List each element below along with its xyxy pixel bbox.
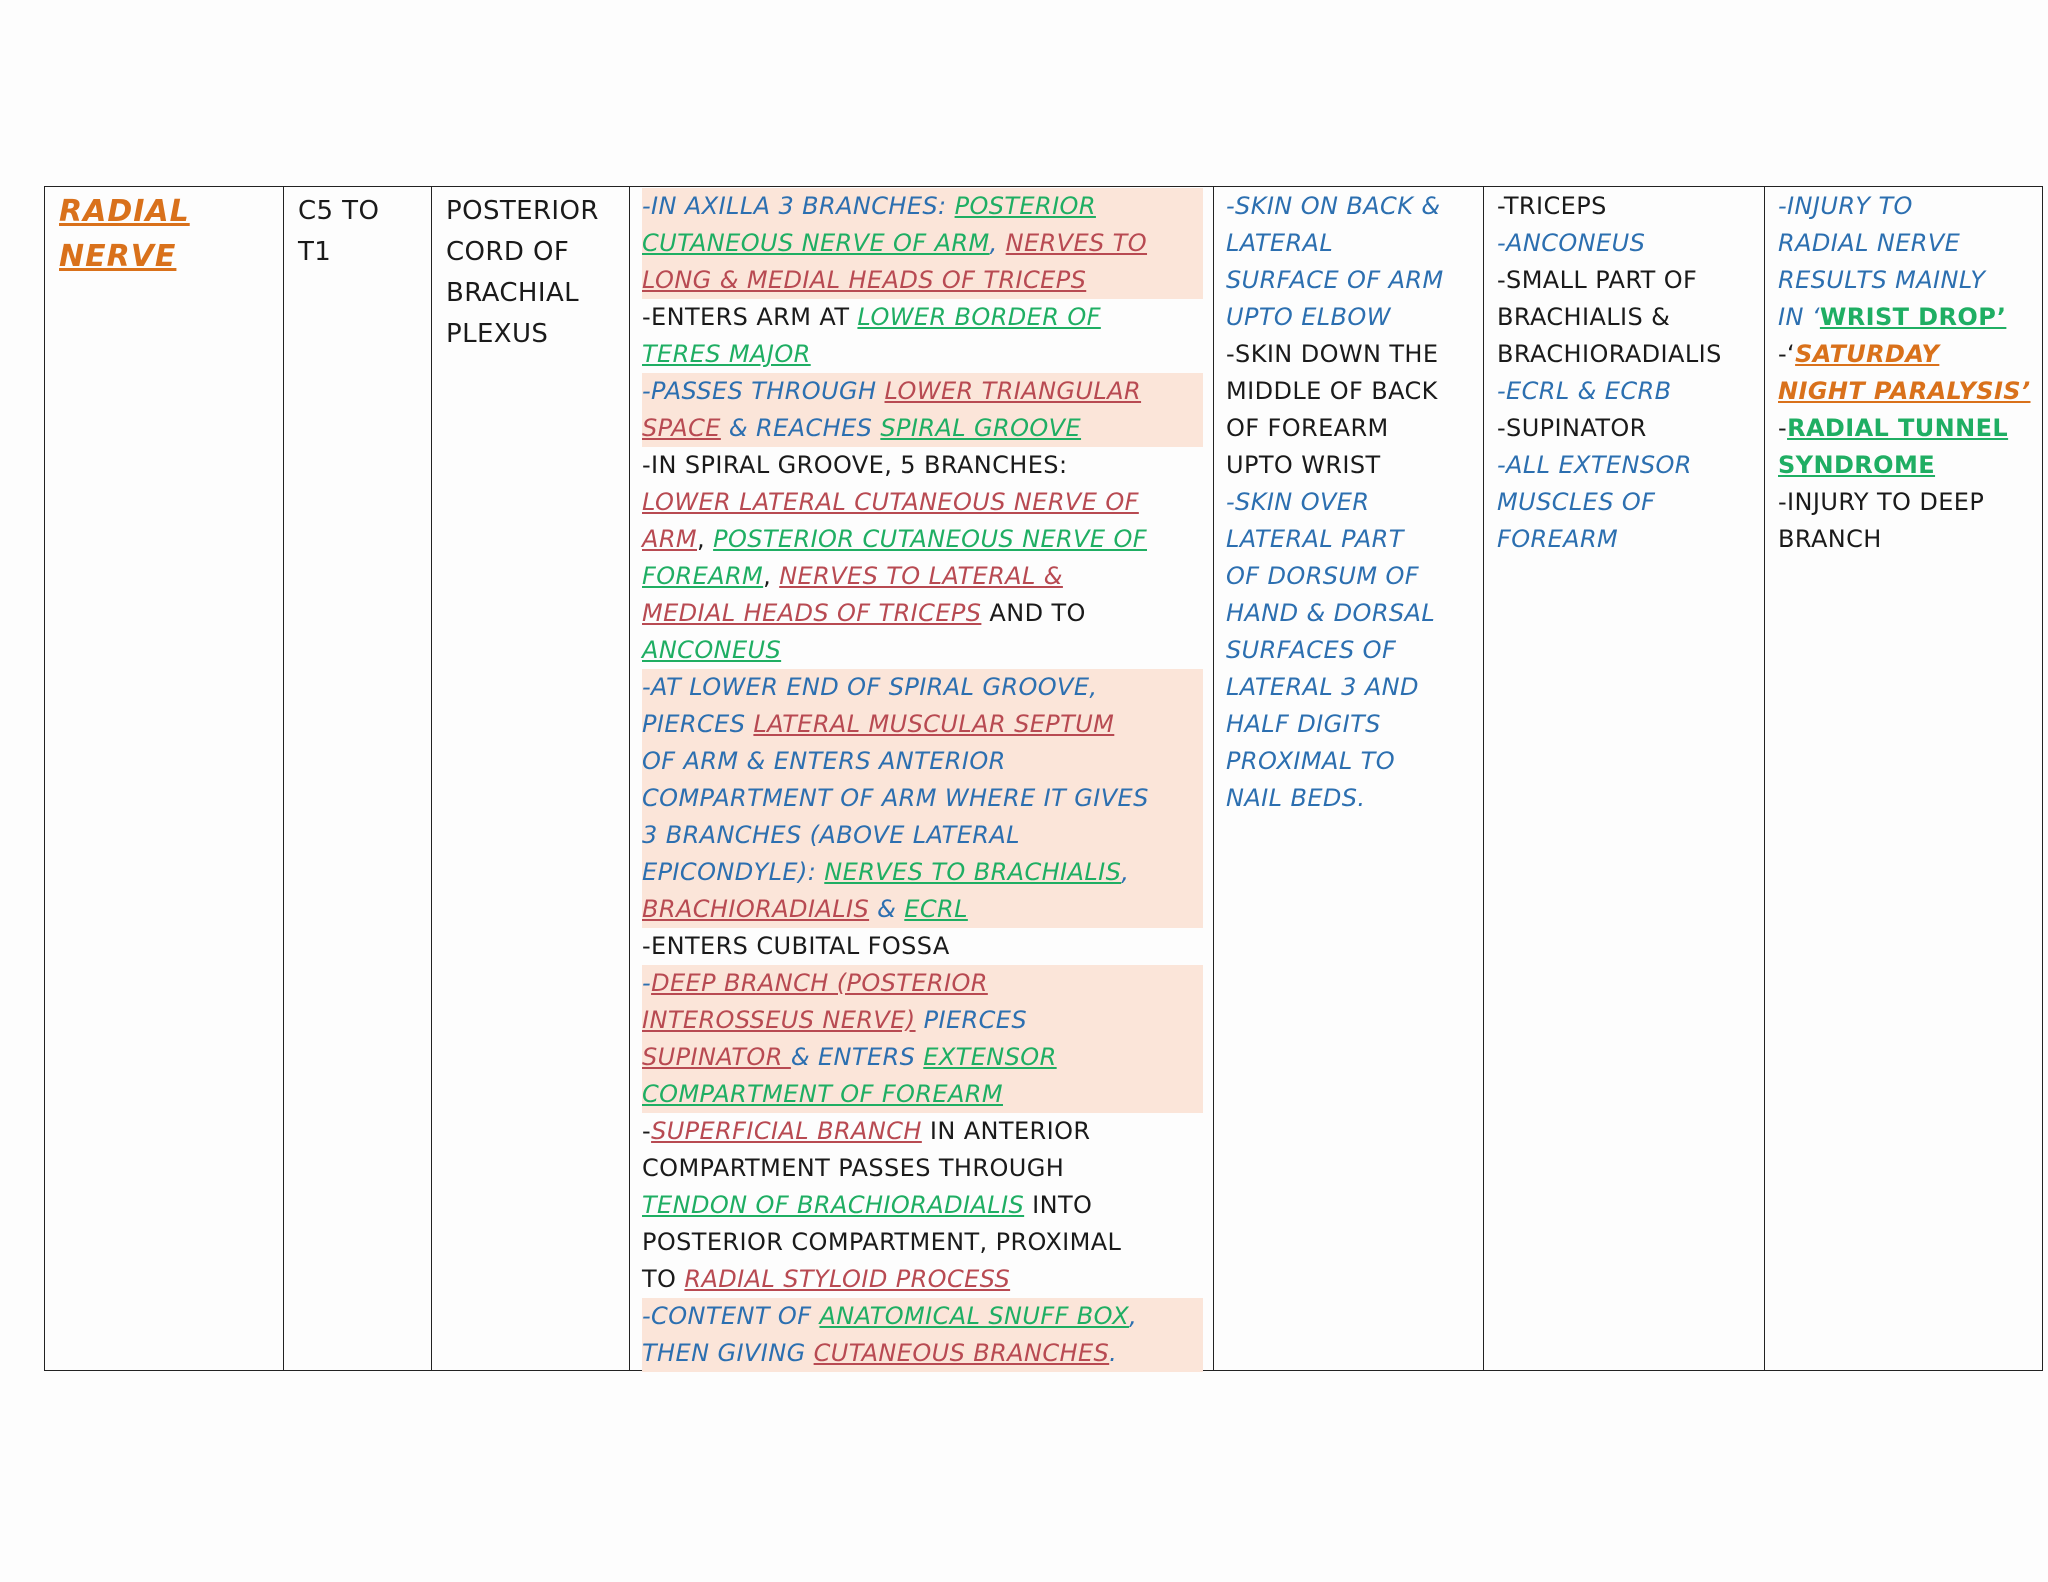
course-segment bbox=[642, 299, 1203, 373]
text-run: -SUPINATOR bbox=[1497, 414, 1647, 442]
course-segment bbox=[642, 188, 1203, 299]
text-run: -ANCONEUS bbox=[1497, 229, 1646, 257]
text-line bbox=[1226, 447, 1479, 484]
text-line bbox=[1778, 262, 2040, 299]
text-run: -‘ bbox=[1778, 340, 1796, 368]
col-course bbox=[630, 187, 1214, 1370]
text-line bbox=[642, 262, 1203, 299]
text-run: POSTERIOR bbox=[954, 192, 1096, 220]
text-line bbox=[1226, 780, 1479, 817]
text-run: SURFACE OF ARM bbox=[1226, 266, 1444, 294]
text-run: CUTANEOUS BRANCHES bbox=[813, 1339, 1110, 1367]
text-run: & bbox=[869, 895, 905, 923]
origin-line: PLEXUS bbox=[446, 319, 549, 349]
text-run: , bbox=[763, 562, 780, 590]
text-line bbox=[642, 780, 1203, 817]
col-skin-supply bbox=[1214, 187, 1484, 1370]
text-run: -INJURY TO DEEP bbox=[1778, 488, 1985, 516]
text-run: OF ARM & ENTERS ANTERIOR bbox=[642, 747, 1006, 775]
text-run: PIERCES bbox=[915, 1006, 1027, 1034]
text-run: NAIL BEDS. bbox=[1226, 784, 1366, 812]
text-run: UPTO WRIST bbox=[1226, 451, 1381, 479]
text-run: HAND & DORSAL bbox=[1226, 599, 1436, 627]
text-line bbox=[1226, 336, 1479, 373]
text-run: MEDIAL HEADS OF TRICEPS bbox=[642, 599, 982, 627]
text-line bbox=[1497, 521, 1760, 558]
text-run: ANCONEUS bbox=[642, 636, 782, 664]
text-line bbox=[642, 484, 1203, 521]
text-line bbox=[1226, 410, 1479, 447]
text-line bbox=[642, 632, 1203, 669]
text-run: -SKIN ON BACK & bbox=[1226, 192, 1441, 220]
text-run: TERES MAJOR bbox=[642, 340, 811, 368]
text-run: - bbox=[642, 969, 652, 997]
text-run: SURFACES OF bbox=[1226, 636, 1397, 664]
text-line bbox=[642, 188, 1203, 225]
text-run: SYNDROME bbox=[1778, 451, 1936, 479]
text-run: SPIRAL GROOVE bbox=[880, 414, 1082, 442]
nerve-title-line: RADIAL bbox=[59, 194, 190, 229]
nerve-table bbox=[44, 186, 2043, 1371]
text-line bbox=[642, 410, 1203, 447]
text-line bbox=[1497, 447, 1760, 484]
text-run: -TRICEPS bbox=[1497, 192, 1607, 220]
text-line bbox=[642, 558, 1203, 595]
origin-line: POSTERIOR bbox=[446, 196, 599, 226]
text-run: WRIST DROP’ bbox=[1819, 303, 2007, 331]
text-run: TENDON OF BRACHIORADIALIS bbox=[642, 1191, 1025, 1219]
applied-text bbox=[1778, 188, 2040, 1370]
text-line bbox=[642, 1113, 1203, 1150]
skin-supply-text bbox=[1226, 188, 1479, 1370]
course-segment bbox=[642, 928, 1203, 965]
text-line bbox=[1226, 706, 1479, 743]
text-line bbox=[642, 965, 1203, 1002]
text-run: RADIAL TUNNEL bbox=[1787, 414, 2009, 442]
text-run: LATERAL PART bbox=[1226, 525, 1404, 553]
text-run: ANATOMICAL SNUFF BOX bbox=[819, 1302, 1130, 1330]
text-run: PIERCES bbox=[642, 710, 754, 738]
text-line bbox=[642, 669, 1203, 706]
root-line: C5 TO bbox=[298, 196, 380, 226]
text-run: EXTENSOR bbox=[923, 1043, 1057, 1071]
text-run: SUPERFICIAL BRANCH bbox=[651, 1117, 922, 1145]
text-run: . bbox=[1109, 1339, 1118, 1367]
course-segment bbox=[642, 1113, 1203, 1298]
text-run: OF DORSUM OF bbox=[1226, 562, 1420, 590]
text-run: -SMALL PART OF bbox=[1497, 266, 1698, 294]
text-run: RADIAL STYLOID PROCESS bbox=[684, 1265, 1011, 1293]
text-run: LATERAL bbox=[1226, 229, 1334, 257]
col-root bbox=[284, 187, 432, 1370]
origin-line: CORD OF bbox=[446, 237, 570, 267]
course-segment bbox=[642, 669, 1203, 928]
text-line bbox=[1778, 373, 2040, 410]
text-line bbox=[642, 1261, 1203, 1298]
course-segment bbox=[642, 447, 1203, 669]
text-run: NERVES TO bbox=[1005, 229, 1148, 257]
text-run: AND TO bbox=[981, 599, 1086, 627]
text-line bbox=[642, 1076, 1203, 1113]
text-run: NERVES TO BRACHIALIS bbox=[824, 858, 1122, 886]
text-line bbox=[642, 706, 1203, 743]
course-segment bbox=[642, 1298, 1203, 1372]
text-run: -ALL EXTENSOR bbox=[1497, 451, 1692, 479]
text-line bbox=[1778, 521, 2040, 558]
text-line bbox=[642, 1224, 1203, 1261]
text-run: TO bbox=[642, 1265, 685, 1293]
course-segment bbox=[642, 965, 1203, 1113]
text-line bbox=[1226, 373, 1479, 410]
text-run: BRACHIALIS & bbox=[1497, 303, 1671, 331]
text-run: NIGHT PARALYSIS’ bbox=[1778, 377, 2031, 405]
text-line bbox=[1226, 262, 1479, 299]
text-run: OF FOREARM bbox=[1226, 414, 1389, 442]
text-line bbox=[642, 373, 1203, 410]
text-run: -INJURY TO bbox=[1778, 192, 1913, 220]
text-run: LATERAL MUSCULAR SEPTUM bbox=[753, 710, 1115, 738]
text-line bbox=[642, 1002, 1203, 1039]
text-run: COMPARTMENT OF ARM WHERE IT GIVES bbox=[642, 784, 1149, 812]
text-line bbox=[1497, 336, 1760, 373]
text-line bbox=[642, 1335, 1203, 1372]
text-run: BRACHIORADIALIS bbox=[1497, 340, 1722, 368]
text-line bbox=[1226, 558, 1479, 595]
text-line bbox=[642, 743, 1203, 780]
muscle-supply-text bbox=[1497, 188, 1760, 1370]
text-run: -ECRL & ECRB bbox=[1497, 377, 1672, 405]
origin-line: BRACHIAL bbox=[446, 278, 580, 308]
text-run: -PASSES THROUGH bbox=[642, 377, 885, 405]
text-line bbox=[642, 336, 1203, 373]
text-run: , bbox=[697, 525, 714, 553]
text-line bbox=[642, 1039, 1203, 1076]
text-line bbox=[1226, 669, 1479, 706]
text-line bbox=[1226, 225, 1479, 262]
text-run: FOREARM bbox=[1497, 525, 1619, 553]
text-line bbox=[1778, 299, 2040, 336]
root-line: T1 bbox=[298, 237, 332, 267]
text-line bbox=[642, 1150, 1203, 1187]
col-applied bbox=[1765, 187, 2044, 1370]
text-run: MUSCLES OF bbox=[1497, 488, 1656, 516]
text-run: NERVES TO LATERAL & bbox=[779, 562, 1063, 590]
text-run: BRANCH bbox=[1778, 525, 1882, 553]
text-line bbox=[1497, 410, 1760, 447]
text-run: PROXIMAL TO bbox=[1226, 747, 1395, 775]
text-line bbox=[1497, 225, 1760, 262]
text-line bbox=[1778, 188, 2040, 225]
col-nerve bbox=[45, 187, 284, 1370]
text-run: -CONTENT OF bbox=[642, 1302, 820, 1330]
text-run: POSTERIOR CUTANEOUS NERVE OF bbox=[713, 525, 1147, 553]
text-line bbox=[1778, 410, 2040, 447]
text-run: THEN GIVING bbox=[642, 1339, 814, 1367]
text-line bbox=[1226, 188, 1479, 225]
text-run: ECRL bbox=[904, 895, 968, 923]
text-run: RADIAL NERVE bbox=[1778, 229, 1961, 257]
course-segment bbox=[642, 373, 1203, 447]
text-run: BRACHIORADIALIS bbox=[642, 895, 870, 923]
text-line bbox=[1226, 521, 1479, 558]
text-run: & REACHES bbox=[720, 414, 881, 442]
text-run: RESULTS MAINLY bbox=[1778, 266, 1986, 294]
text-line bbox=[642, 299, 1203, 336]
nerve-title bbox=[59, 189, 190, 1370]
text-line bbox=[1497, 299, 1760, 336]
text-run: DEEP BRANCH (POSTERIOR bbox=[651, 969, 988, 997]
text-line bbox=[1497, 484, 1760, 521]
nerve-title-line: NERVE bbox=[59, 239, 177, 274]
text-run: ARM bbox=[642, 525, 698, 553]
text-run: , bbox=[989, 229, 1006, 257]
text-line bbox=[642, 1298, 1203, 1335]
text-line bbox=[1226, 595, 1479, 632]
text-run: SUPINATOR bbox=[642, 1043, 791, 1071]
text-run: SPACE bbox=[642, 414, 721, 442]
text-run: LOWER LATERAL CUTANEOUS NERVE OF bbox=[642, 488, 1139, 516]
text-run: LATERAL 3 AND bbox=[1226, 673, 1419, 701]
course-text bbox=[642, 188, 1203, 1370]
text-line bbox=[642, 928, 1203, 965]
text-run: POSTERIOR COMPARTMENT, PROXIMAL bbox=[642, 1228, 1122, 1256]
text-line bbox=[642, 521, 1203, 558]
text-run: LOWER TRIANGULAR bbox=[884, 377, 1142, 405]
text-run: CUTANEOUS NERVE OF ARM bbox=[642, 229, 990, 257]
text-line bbox=[1226, 632, 1479, 669]
text-run: -ENTERS ARM AT bbox=[642, 303, 858, 331]
text-line bbox=[642, 447, 1203, 484]
text-line bbox=[642, 854, 1203, 891]
text-line bbox=[1226, 484, 1479, 521]
text-run: -SKIN OVER bbox=[1226, 488, 1370, 516]
text-line bbox=[1778, 336, 2040, 373]
text-line bbox=[642, 225, 1203, 262]
text-line bbox=[1778, 484, 2040, 521]
text-run: , bbox=[1129, 1302, 1138, 1330]
text-run: & ENTERS bbox=[790, 1043, 924, 1071]
text-run: , bbox=[1121, 858, 1130, 886]
text-line bbox=[1778, 447, 2040, 484]
text-run: - bbox=[1778, 414, 1788, 442]
text-line bbox=[1497, 188, 1760, 225]
origin-value bbox=[446, 191, 599, 1370]
text-line bbox=[642, 817, 1203, 854]
text-run: -IN AXILLA 3 BRANCHES: bbox=[642, 192, 955, 220]
text-run: UPTO ELBOW bbox=[1226, 303, 1391, 331]
text-run: LONG & MEDIAL HEADS OF TRICEPS bbox=[642, 266, 1087, 294]
col-muscle-supply bbox=[1484, 187, 1765, 1370]
text-run: -IN SPIRAL GROOVE, 5 BRANCHES: bbox=[642, 451, 1068, 479]
text-line bbox=[1497, 373, 1760, 410]
text-line bbox=[1226, 743, 1479, 780]
text-run: EPICONDYLE): bbox=[642, 858, 825, 886]
text-run: -SKIN DOWN THE bbox=[1226, 340, 1439, 368]
text-run: FOREARM bbox=[642, 562, 764, 590]
text-run: INTO bbox=[1024, 1191, 1093, 1219]
text-run: LOWER BORDER OF bbox=[857, 303, 1101, 331]
col-origin bbox=[432, 187, 630, 1370]
text-line bbox=[1778, 225, 2040, 262]
text-run: SATURDAY bbox=[1795, 340, 1940, 368]
text-run: IN ‘ bbox=[1778, 303, 1820, 331]
text-line bbox=[642, 595, 1203, 632]
text-run: HALF DIGITS bbox=[1226, 710, 1381, 738]
text-run: -ENTERS CUBITAL FOSSA bbox=[642, 932, 950, 960]
text-line bbox=[1497, 262, 1760, 299]
text-run: MIDDLE OF BACK bbox=[1226, 377, 1438, 405]
text-run: COMPARTMENT OF FOREARM bbox=[642, 1080, 1003, 1108]
text-run: COMPARTMENT PASSES THROUGH bbox=[642, 1154, 1065, 1182]
root-value bbox=[298, 191, 379, 1370]
text-run: - bbox=[642, 1117, 652, 1145]
text-line bbox=[1226, 299, 1479, 336]
text-run: INTEROSSEUS NERVE) bbox=[642, 1006, 916, 1034]
text-run: -AT LOWER END OF SPIRAL GROOVE, bbox=[642, 673, 1098, 701]
text-run: 3 BRANCHES (ABOVE LATERAL bbox=[642, 821, 1020, 849]
text-line bbox=[642, 1187, 1203, 1224]
text-run: IN ANTERIOR bbox=[921, 1117, 1091, 1145]
text-line bbox=[642, 891, 1203, 928]
